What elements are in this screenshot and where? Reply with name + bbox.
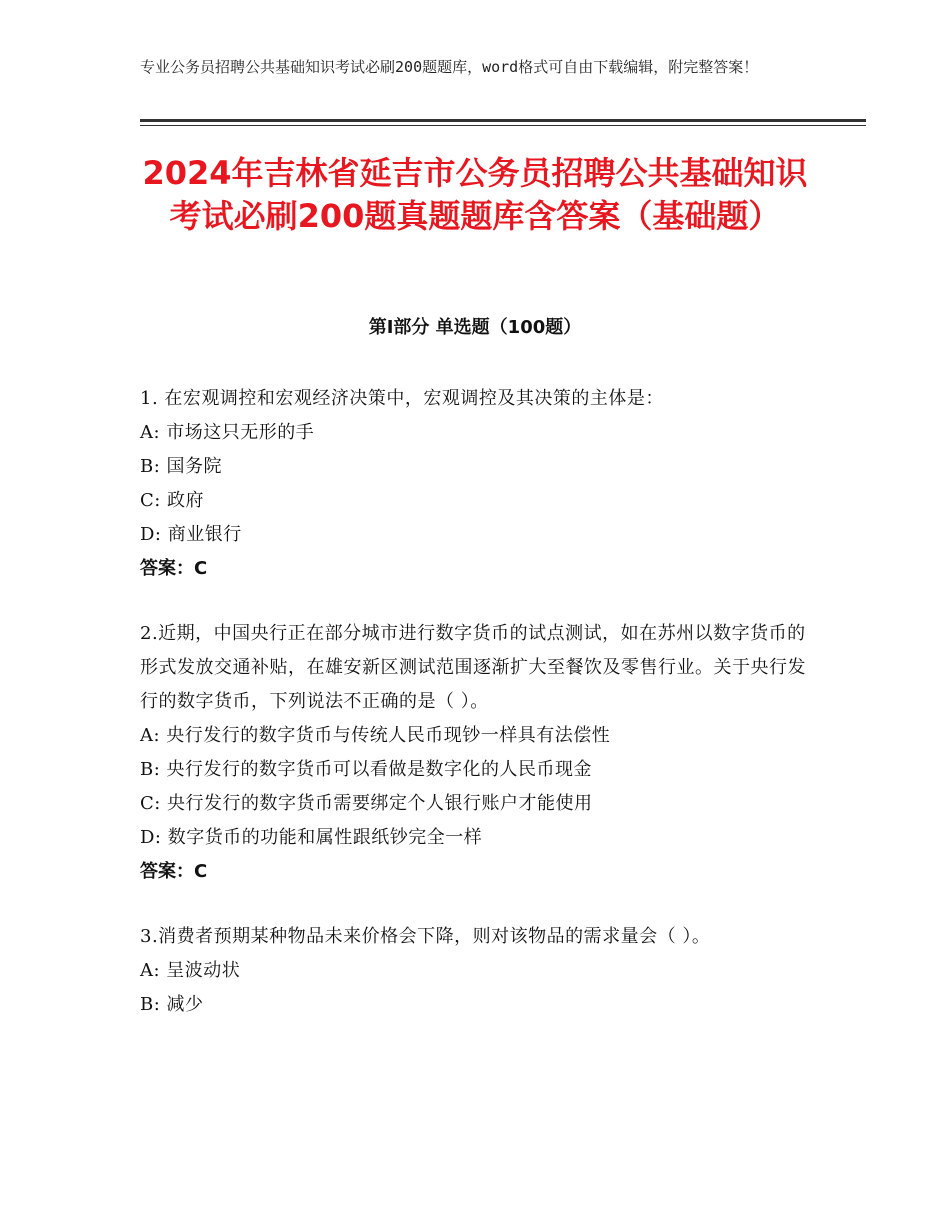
question-answer: 答案：C <box>140 861 208 882</box>
question-answer: 答案：C <box>140 558 208 579</box>
question-list <box>140 382 810 1053</box>
header-rule-thin <box>140 125 866 126</box>
header-note: 专业公务员招聘公共基础知识考试必刷200题题库，word格式可自由下载编辑，附完整答案！ <box>140 58 759 76</box>
header-rule-thick <box>140 119 866 122</box>
question-option-d: D: 商业银行 <box>140 524 242 545</box>
question-option-c: C: 央行发行的数字货币需要绑定个人银行账户才能使用 <box>140 793 593 814</box>
question-option-a: A: 呈波动状 <box>140 960 241 981</box>
question-option-b: B: 国务院 <box>140 456 223 477</box>
section-title: 第Ⅰ部分 单选题（100题） <box>368 317 582 338</box>
question-2 <box>140 617 810 889</box>
question-stem: 3.消费者预期某种物品未来价格会下降，则对该物品的需求量会（ ）。 <box>140 926 711 947</box>
question-option-b: B: 减少 <box>140 994 204 1015</box>
question-stem: 1. 在宏观调控和宏观经济决策中，宏观调控及其决策的主体是： <box>140 388 664 409</box>
question-option-b: B: 央行发行的数字货币可以看做是数字化的人民币现金 <box>140 759 593 780</box>
question-option-a: A: 市场这只无形的手 <box>140 422 315 443</box>
document-title: 2024年吉林省延吉市公务员招聘公共基础知识考试必刷200题真题题库含答案（基础题） <box>142 154 808 235</box>
question-option-c: C: 政府 <box>140 490 205 511</box>
question-option-a: A: 央行发行的数字货币与传统人民币现钞一样具有法偿性 <box>140 725 611 746</box>
question-stem: 2.近期，中国央行正在部分城市进行数字货币的试点测试，如在苏州以数字货币的形式发放交通补贴，在雄安新区测试范围逐渐扩大至餐饮及零售行业。关于央行发行的数字货币，下列说法不正确的是（ ）。 <box>140 623 806 712</box>
question-3 <box>140 920 810 1022</box>
question-option-d: D: 数字货币的功能和属性跟纸钞完全一样 <box>140 827 483 848</box>
question-1 <box>140 382 810 586</box>
